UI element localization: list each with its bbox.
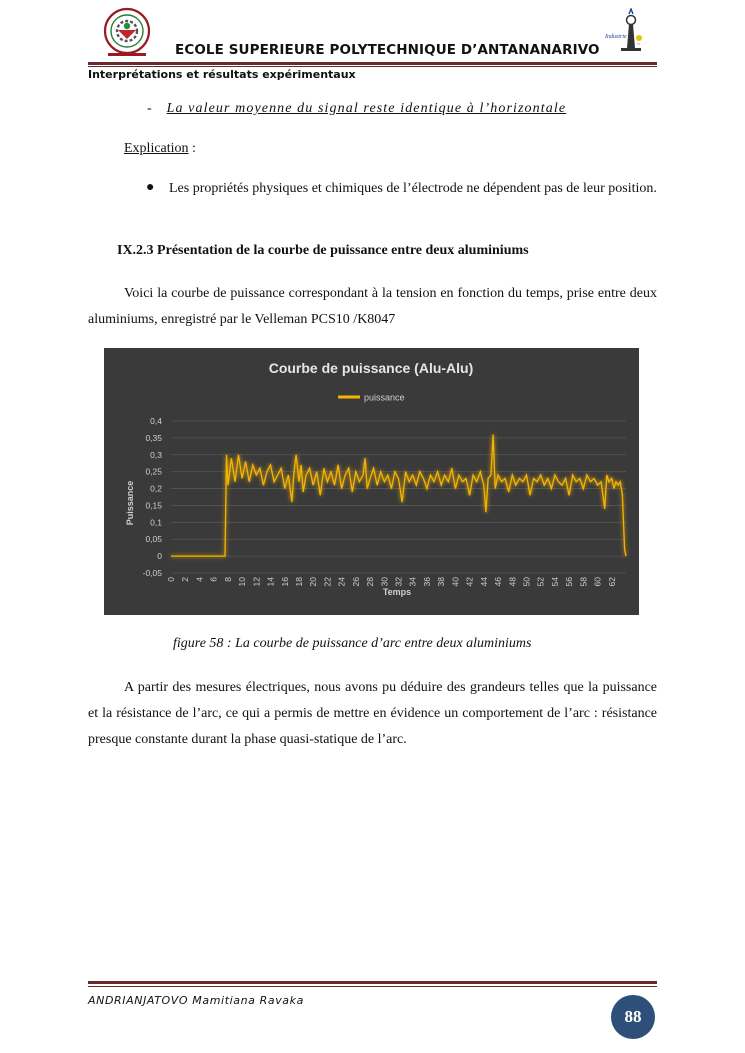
x-tick-label: 58 (578, 577, 589, 587)
x-tick-label: 20 (308, 577, 319, 587)
bullet-item-text: Les propriétés physiques et chimiques de l’électrode ne dépendent pas de leur position. (169, 181, 657, 196)
x-tick-label: 62 (606, 577, 617, 587)
page-number-badge: 88 (611, 995, 655, 1039)
x-tick-label: 38 (436, 577, 447, 587)
footer-divider (88, 981, 657, 984)
dash-marker: - (147, 101, 153, 116)
y-tick-label: 0,4 (150, 416, 162, 426)
legend-label: puissance (364, 392, 405, 403)
footer-divider-thin (88, 986, 657, 987)
x-tick-label: 10 (237, 577, 248, 587)
x-tick-label: 0 (166, 577, 176, 582)
svg-text:~: ~ (637, 42, 641, 48)
school-name: ECOLE SUPERIEURE POLYTECHNIQUE D’ANTANANARIVO (175, 42, 600, 58)
x-tick-label: 8 (222, 577, 233, 582)
x-axis-label: Temps (382, 587, 412, 597)
y-tick-label: 0,25 (145, 466, 162, 477)
x-tick-label: 56 (564, 577, 575, 587)
x-tick-label: 2 (180, 577, 191, 582)
partner-logo-text: Industrie (605, 34, 627, 40)
x-tick-label: 52 (535, 577, 546, 587)
x-tick-label: 44 (478, 577, 489, 587)
x-tick-label: 42 (464, 577, 475, 587)
y-tick-label: 0,1 (150, 517, 162, 528)
x-tick-label: 16 (279, 577, 290, 587)
x-tick-label: 32 (393, 577, 404, 587)
subsection-heading: IX.2.3 Présentation de la courbe de puissance entre deux aluminiums (117, 243, 529, 258)
y-tick-label: 0,35 (145, 432, 162, 443)
x-tick-label: 12 (251, 577, 262, 587)
university-logo (98, 6, 156, 60)
conclusion-paragraph: A partir des mesures électriques, nous avons pu déduire des grandeurs telles que la puissance et la résistance de l’arc, ce qui a permis de mettre en évidence un comportement de l’arc : résistance presque constante durant la phase quasi-statique de l’arc. (88, 680, 657, 747)
x-tick-label: 4 (194, 577, 205, 582)
y-tick-label: 0 (157, 551, 162, 562)
y-tick-label: 0,05 (145, 534, 162, 545)
explanation-label (124, 141, 196, 157)
intro-paragraph: Voici la courbe de puissance correspondant à la tension en fonction du temps, prise entre deux aluminiums, enregistré par le Velleman PCS10 /K8047 (88, 286, 657, 327)
y-tick-label: 0,2 (150, 483, 162, 494)
figure-caption: figure 58 : La courbe de puissance d’arc entre deux aluminiums (173, 636, 532, 651)
x-tick-label: 34 (407, 577, 418, 587)
x-tick-label: 30 (379, 577, 390, 587)
x-tick-label: 40 (450, 577, 461, 587)
running-section-title: Interprétations et résultats expérimentaux (88, 68, 356, 81)
x-tick-label: 50 (521, 577, 532, 587)
series-line-puissance (171, 435, 626, 557)
x-tick-label: 28 (365, 577, 376, 587)
y-tick-label: 0,15 (145, 500, 162, 511)
power-chart-svg (104, 348, 639, 615)
x-tick-label: 60 (592, 577, 603, 587)
bullet-icon: ● (146, 180, 155, 195)
x-tick-label: 24 (336, 577, 347, 587)
x-tick-label: 46 (493, 577, 504, 587)
x-tick-label: 54 (549, 577, 560, 587)
explanation-colon: : (188, 141, 196, 156)
explanation-label-text: Explication (124, 141, 189, 156)
dash-list-item (147, 101, 566, 117)
chart-title: Courbe de puissance (Alu-Alu) (268, 360, 474, 376)
x-tick-label: 14 (265, 577, 276, 587)
x-tick-label: 48 (507, 577, 518, 587)
x-tick-label: 36 (421, 577, 432, 587)
partner-logo (603, 8, 659, 58)
x-tick-label: 6 (208, 577, 219, 582)
y-axis-label: Puissance (125, 480, 135, 526)
author-name: ANDRIANJATOVO Mamitiana Ravaka (88, 994, 304, 1007)
x-tick-label: 26 (350, 577, 361, 587)
power-chart (104, 348, 639, 615)
x-tick-label: 18 (293, 577, 304, 587)
y-tick-label: -0,05 (142, 568, 162, 578)
y-tick-label: 0,3 (150, 449, 162, 460)
x-tick-label: 22 (322, 577, 333, 587)
header-divider-thin (88, 66, 657, 67)
header-divider (88, 62, 657, 65)
dash-item-text: La valeur moyenne du signal reste identique à l’horizontale (166, 101, 567, 116)
